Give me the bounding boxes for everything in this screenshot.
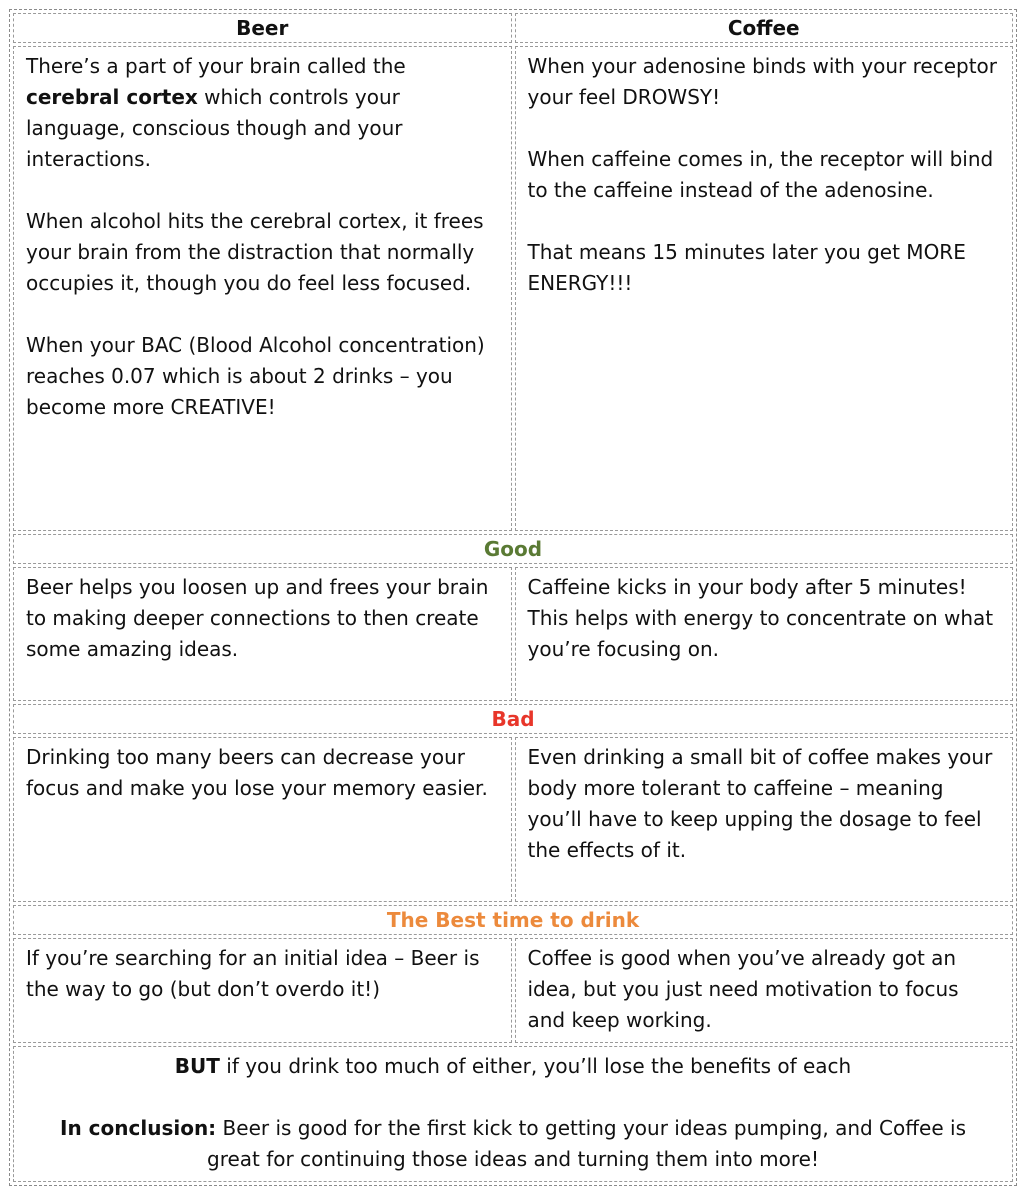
beer-vs-coffee-table bbox=[9, 9, 1017, 1186]
coffee-intro-p2: When caffeine comes in, the receptor will bind to the caffeine instead of the adenosine. bbox=[527, 147, 994, 202]
coffee-best-time-cell: Coffee is good when you’ve already got an idea, but you just need motivation to focus and keep working. bbox=[515, 938, 1014, 1043]
beer-intro-p1-post: which controls your language, conscious though and your interactions. bbox=[26, 85, 403, 171]
conclusion-line-1-text: if you drink too much of either, you’ll lose the benefits of each bbox=[219, 1054, 852, 1078]
in-conclusion-label: In conclusion: bbox=[60, 1116, 217, 1140]
beer-good-cell: Beer helps you loosen up and frees your brain to making deeper connections to then create some amazing ideas. bbox=[13, 567, 512, 701]
beer-best-time-cell: If you’re searching for an initial idea – Beer is the way to go (but don’t overdo it!) bbox=[13, 938, 512, 1043]
coffee-good-cell: Caffeine kicks in your body after 5 minutes! This helps with energy to concentrate on what you’re focusing on. bbox=[515, 567, 1014, 701]
beer-intro-p1 bbox=[26, 51, 499, 175]
best-time-section-row bbox=[13, 905, 1013, 935]
coffee-header: Coffee bbox=[515, 13, 1014, 43]
beer-intro-p3: When your BAC (Blood Alcohol concentration) reaches 0.07 which is about 2 drinks – you become more CREATIVE! bbox=[26, 333, 485, 419]
beer-intro-cell bbox=[13, 46, 512, 531]
beer-bad-cell: Drinking too many beers can decrease your focus and make you lose your memory easier. bbox=[13, 737, 512, 902]
beer-header: Beer bbox=[13, 13, 512, 43]
coffee-intro-p1: When your adenosine binds with your receptor your feel DROWSY! bbox=[527, 54, 998, 109]
but-emphasis: BUT bbox=[174, 1054, 220, 1078]
conclusion-line-2-text: Beer is good for the first kick to getting your ideas pumping, and Coffee is great for continuing those ideas and turning them into more! bbox=[207, 1116, 966, 1171]
good-section-row bbox=[13, 534, 1013, 564]
bad-row bbox=[13, 737, 1013, 902]
good-heading: Good bbox=[13, 534, 1013, 564]
coffee-intro-p3: That means 15 minutes later you get MORE ENERGY!!! bbox=[527, 240, 966, 295]
conclusion-cell bbox=[13, 1046, 1013, 1182]
coffee-intro-cell bbox=[515, 46, 1014, 531]
conclusion-row bbox=[13, 1046, 1013, 1182]
beer-intro-p1-pre: There’s a part of your brain called the bbox=[26, 54, 406, 78]
conclusion-line-2 bbox=[34, 1113, 992, 1175]
beer-intro-p2: When alcohol hits the cerebral cortex, it frees your brain from the distraction that normally occupies it, though you do feel less focused. bbox=[26, 209, 484, 295]
bad-section-row bbox=[13, 704, 1013, 734]
good-row bbox=[13, 567, 1013, 701]
best-time-row bbox=[13, 938, 1013, 1043]
bad-heading: Bad bbox=[13, 704, 1013, 734]
intro-row bbox=[13, 46, 1013, 531]
coffee-bad-cell: Even drinking a small bit of coffee makes your body more tolerant to caffeine – meaning you’ll have to keep upping the dosage to feel the effects of it. bbox=[515, 737, 1014, 902]
cerebral-cortex-term: cerebral cortex bbox=[26, 85, 198, 109]
header-row bbox=[13, 13, 1013, 43]
conclusion-line-1 bbox=[34, 1051, 992, 1082]
best-time-heading: The Best time to drink bbox=[13, 905, 1013, 935]
